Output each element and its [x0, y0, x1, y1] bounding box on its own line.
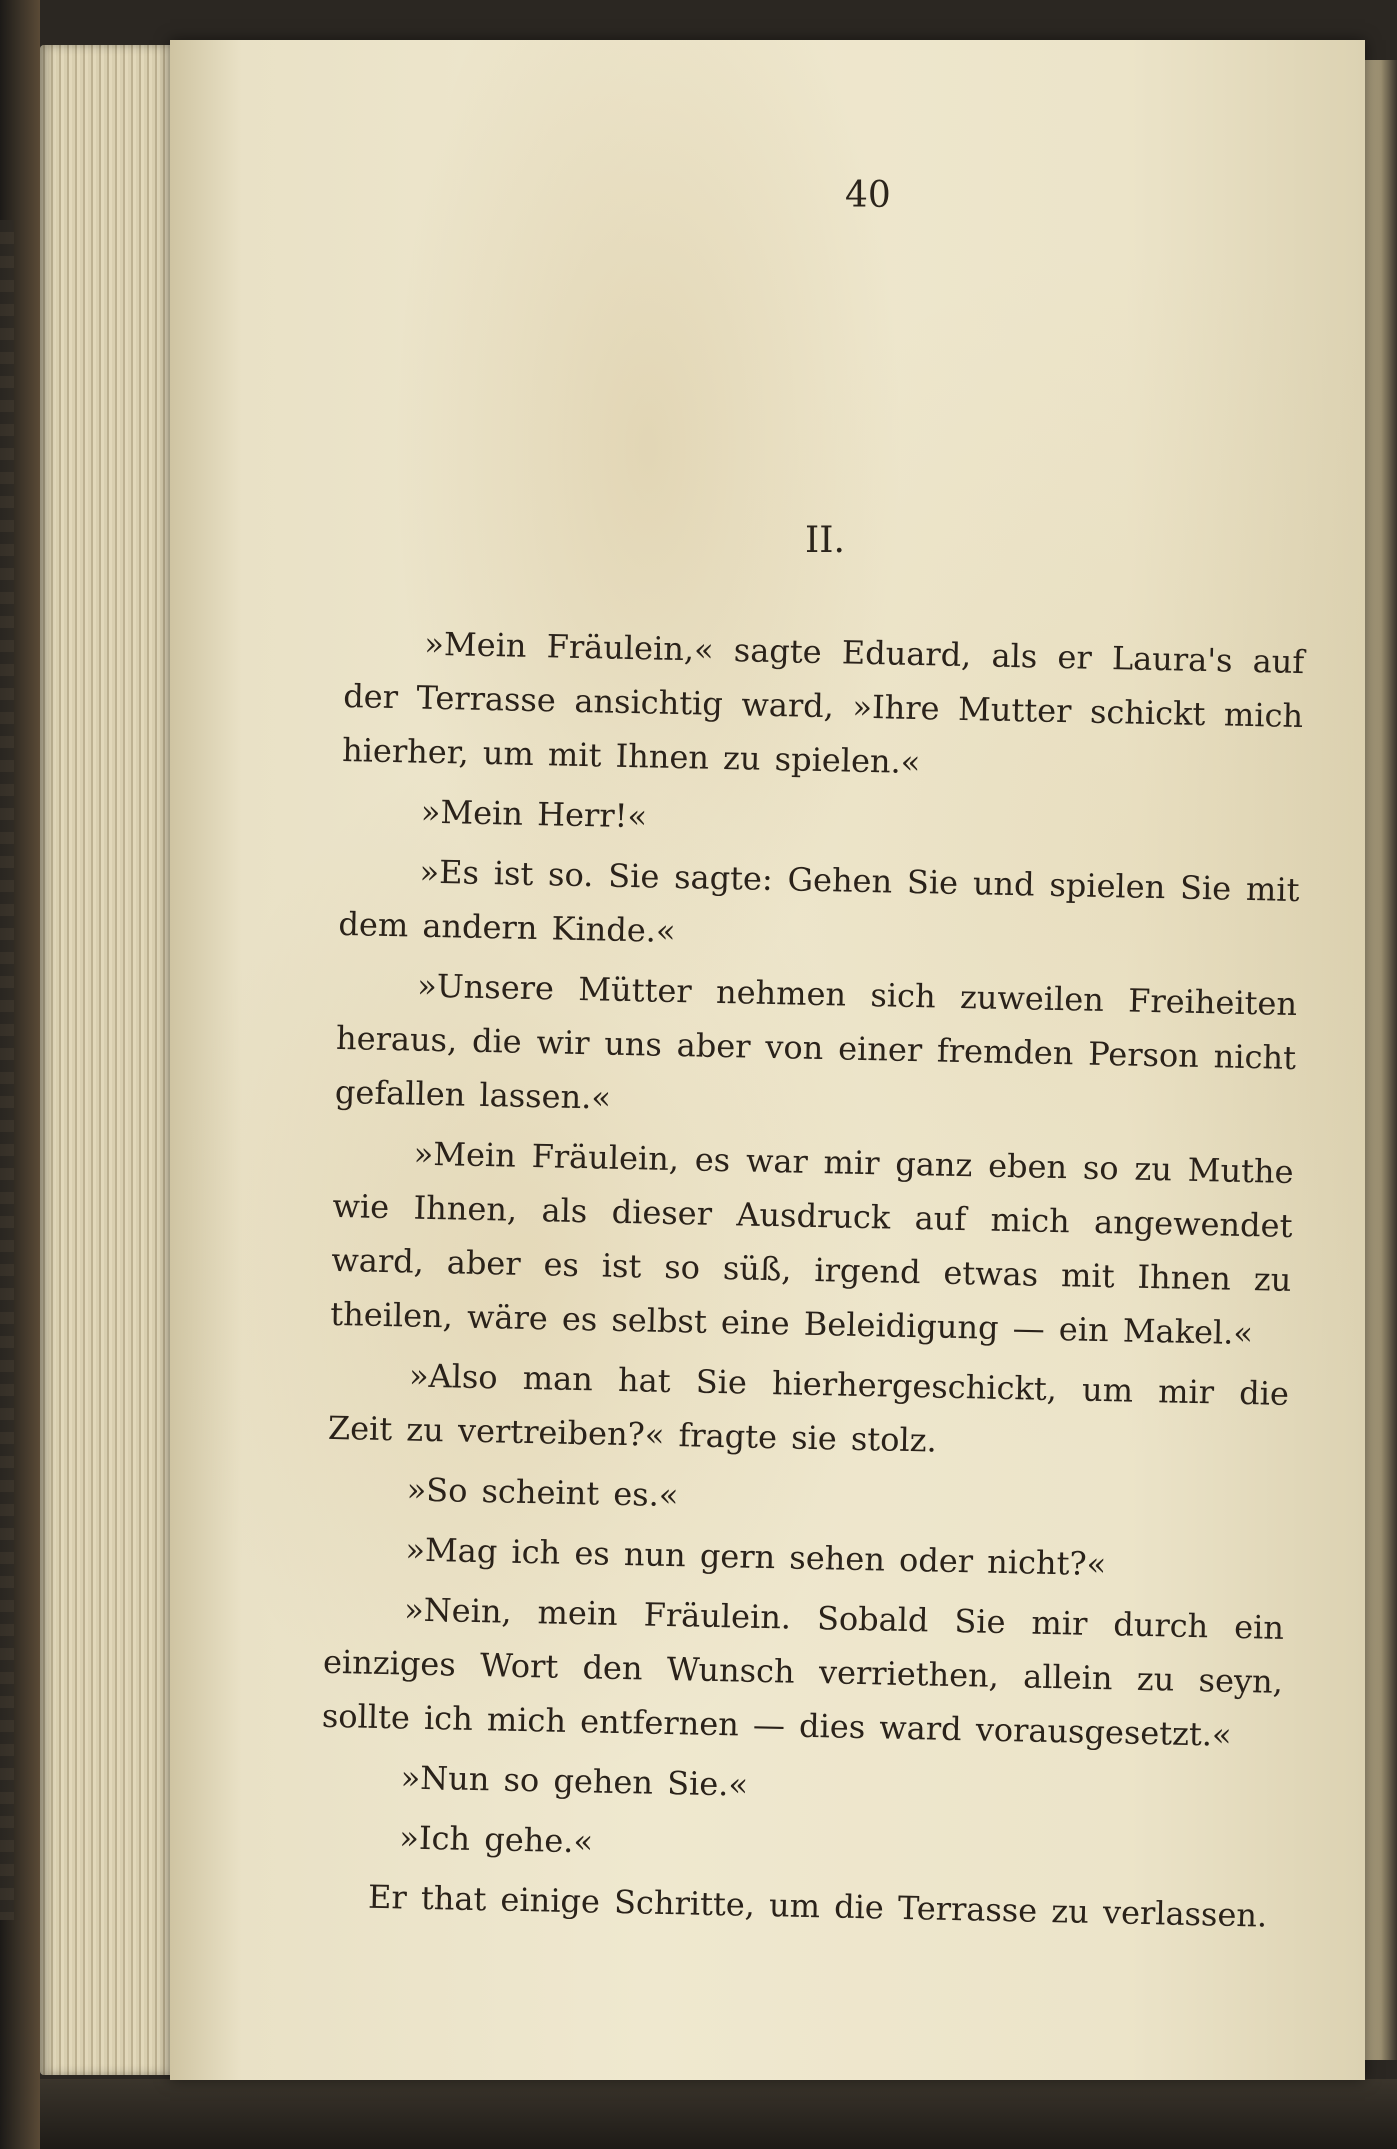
- paragraph: »Mein Fräulein,« sagte Eduard, als er Laura's auf der Terrasse ansichtig ward, »Ihre Mutter schickt mich hierher, um mit Ihnen zu spielen.«: [341, 624, 1305, 782]
- paragraph: »Unsere Mütter nehmen sich zuweilen Freiheiten heraus, die wir uns aber von einer fremden Person nicht gefallen lassen.«: [334, 966, 1298, 1117]
- paragraph: »Ich gehe.«: [399, 1818, 594, 1861]
- body-text: [317, 615, 1304, 1949]
- page-edges: [40, 45, 180, 2075]
- paragraph: »Also man hat Sie hierhergeschickt, um mir die Zeit zu vertreiben?« fragte sie stolz.: [327, 1356, 1290, 1460]
- bottom-edge: [40, 2079, 1397, 2149]
- book-page: [170, 40, 1365, 2080]
- paragraph: Er that einige Schritte, um die Terrasse zu verlassen.: [367, 1877, 1268, 1935]
- page-number: 40: [845, 175, 891, 216]
- paragraph: »So scheint es.«: [406, 1470, 679, 1515]
- paragraph: »Es ist so. Sie sagte: Gehen Sie und spielen Sie mit dem andern Kinde.«: [338, 852, 1300, 950]
- paragraph: »Nein, mein Fräulein. Sobald Sie mir durch ein einziges Wort den Wunsch verriethen, allein zu seyn, sollte ich mich entfernen — dies ward vorausgesetzt.«: [321, 1590, 1285, 1754]
- paragraph: »Nun so gehen Sie.«: [400, 1758, 749, 1804]
- chapter-heading: II.: [805, 520, 845, 561]
- paragraph: »Mag ich es nun gern sehen oder nicht?«: [405, 1530, 1107, 1584]
- paragraph: »Mein Fräulein, es war mir ganz eben so zu Muthe wie Ihnen, als dieser Ausdruck auf mich angewendet ward, aber es ist so süß, irgend etwas mit Ihnen zu theilen, wäre es selbst eine Beleidigung — ein Makel.«: [329, 1134, 1294, 1353]
- book-binding-texture: [0, 220, 14, 1920]
- paragraph: »Mein Herr!«: [420, 792, 648, 836]
